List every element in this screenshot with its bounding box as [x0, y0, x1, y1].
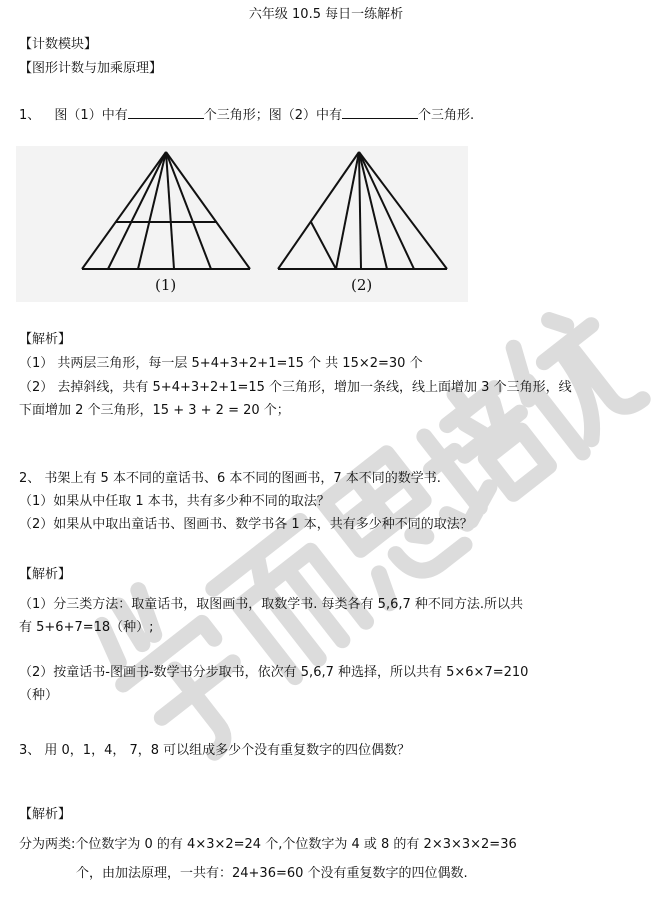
a1-line1: （1） 共两层三角形，每一层 5+4+3+2+1=15 个 共 15×2=30 个: [19, 356, 423, 371]
a3-line1: 分为两类:个位数字为 0 的有 4×3×2=24 个,个位数字为 4 或 8 的有 2×3×3×2=36: [19, 837, 517, 852]
fig1-ray: [108, 152, 166, 269]
fig2-slant-line: [311, 222, 336, 269]
fig1-side-right: [166, 152, 250, 269]
fig2-ray: [359, 152, 361, 269]
a2-line2: 有 5+6+7=18（种）;: [19, 620, 154, 635]
fig2-ray: [359, 152, 414, 269]
answer-blank-1: [128, 105, 204, 119]
a3-heading: 【解析】: [19, 807, 72, 822]
q1-part2: 个三角形；图（2）中有: [203, 108, 342, 123]
triangle-figure-svg: [16, 146, 468, 302]
a1-line3: 下面增加 2 个三角形，15 + 3 + 2 = 20 个；: [19, 403, 290, 418]
figure-1-label: (1): [155, 276, 177, 294]
a1-heading: 【解析】: [19, 332, 72, 347]
a3-line2: 个，由加法原理，一共有：24+36=60 个没有重复数字的四位偶数.: [76, 866, 468, 881]
triangle-figure: [16, 146, 468, 302]
topic-name: 【图形计数与加乘原理】: [19, 61, 163, 76]
a2-line3: （2）按童话书-图画书-数学书分步取书，依次有 5,6,7 种选择，所以共有 5×6×7=210: [19, 665, 529, 680]
q1-part3: 个三角形.: [417, 108, 475, 123]
figure-2-label: (2): [351, 276, 373, 294]
q2-sub2: （2）如果从中取出童话书、图画书、数学书各 1 本，共有多少种不同的取法？: [19, 517, 473, 532]
q3-stem: 3、 用 0，1，4， 7，8 可以组成多少个没有重复数字的四位偶数？: [19, 743, 411, 758]
a1-line2: （2） 去掉斜线，共有 5+4+3+2+1=15 个三角形，增加一条线，线上面增加 3 个三角形，线: [19, 380, 572, 395]
a2-heading: 【解析】: [19, 567, 72, 582]
q1-line: [19, 105, 474, 125]
page-title: 六年级 10.5 每日一练解析: [248, 7, 404, 22]
q2-stem: 2、 书架上有 5 本不同的童话书、6 本不同的图画书，7 本不同的数学书.: [19, 471, 441, 486]
a2-line1: （1）分三类方法：取童话书，取图画书，取数学书. 每类各有 5,6,7 种不同方法.所以共: [19, 597, 524, 612]
fig1-side-left: [82, 152, 166, 269]
q1-part1: 图（1）中有: [54, 108, 128, 123]
fig1-ray: [138, 152, 166, 269]
module-name: 【计数模块】: [19, 37, 98, 52]
a2-line4: （种）: [19, 688, 59, 703]
q1-number: 1、: [19, 108, 41, 123]
answer-blank-2: [342, 105, 418, 119]
q2-sub1: （1）如果从中任取 1 本书，共有多少种不同的取法？: [19, 494, 330, 509]
